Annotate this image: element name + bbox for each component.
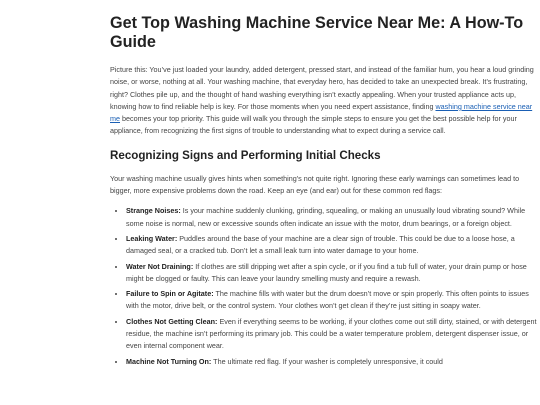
sign-text: The machine fills with water but the drum doesn’t move or spin properly. This often points to issues with the motor, drive belt, or the control system. Your clothes won’t get clean if they’re just sitting in soapy water. (126, 289, 529, 311)
sign-label: Machine Not Turning On: (126, 356, 212, 366)
sign-text: If clothes are still dripping wet after a spin cycle, or if you find a tub full of water, your drain pump or hose might be clogged or faulty. This can leave your laundry smelling musty and require a rewash. (126, 261, 527, 283)
intro-paragraph (110, 64, 540, 138)
sign-label: Clothes Not Getting Clean: (126, 316, 218, 326)
sign-label: Failure to Spin or Agitate: (126, 289, 214, 299)
list-item (126, 205, 540, 230)
list-item (126, 261, 540, 286)
list-item (126, 233, 540, 258)
section-intro-paragraph: Your washing machine usually gives hints when something’s not quite right. Ignoring these early warnings can sometimes lead to bigger, more expensive problems down the road. Keep an eye (and ear) out for these common red flags: (110, 173, 520, 196)
list-item (126, 288, 540, 313)
sign-label: Strange Noises: (126, 206, 181, 216)
list-item (126, 356, 540, 368)
sign-label: Leaking Water: (126, 233, 178, 243)
signs-list (110, 205, 540, 368)
sign-text: Even if everything seems to be working, if your clothes come out still dirty, stained, or with detergent residue, the machine isn’t performing its primary job. This could be a water temperature problem, detergent dispenser issue, or even internal component wear. (126, 316, 537, 351)
page-title: Get Top Washing Machine Service Near Me: A How-To Guide (110, 14, 524, 51)
sign-text: The ultimate red flag. If your washer is completely unresponsive, it could (211, 356, 443, 366)
article (110, 0, 540, 368)
intro-text-before-link: Picture this: You’ve just loaded your laundry, added detergent, pressed start, and instead of the familiar hum, you hear a loud grinding noise, or worse, nothing at all. Your washing machine, that everyday hero, has decided to take an unexpected break. It’s frustrating, right? Clothes pile up, and the thought of hand washing everything isn’t exactly appealing. When your trusted appliance acts up, knowing how to find reliable help is key. For those moments when you need expert assistance, finding (110, 65, 534, 111)
sign-text: Puddles around the base of your machine are a clear sign of trouble. This could be due to a loose hose, a damaged seal, or a cracked tub. Don’t let a small leak turn into water damage to your home. (126, 233, 515, 256)
list-item (126, 316, 540, 353)
sign-label: Water Not Draining: (126, 261, 194, 271)
service-near-me-link[interactable]: washing machine service near me (110, 101, 533, 124)
intro-text-after-link: becomes your top priority. This guide will walk you through the simple steps to ensure you get the best possible help for your appliance, from recognizing the first signs of trouble to understanding what to expect during a service call. (110, 114, 517, 136)
section-heading: Recognizing Signs and Performing Initial Checks (110, 148, 381, 162)
sign-text: Is your machine suddenly clunking, grinding, squealing, or making an unusually loud vibrating sound? While some noise is normal, new or excessive sounds often indicate an issue with the motor, drum bearings, or a foreign object. (126, 206, 526, 228)
